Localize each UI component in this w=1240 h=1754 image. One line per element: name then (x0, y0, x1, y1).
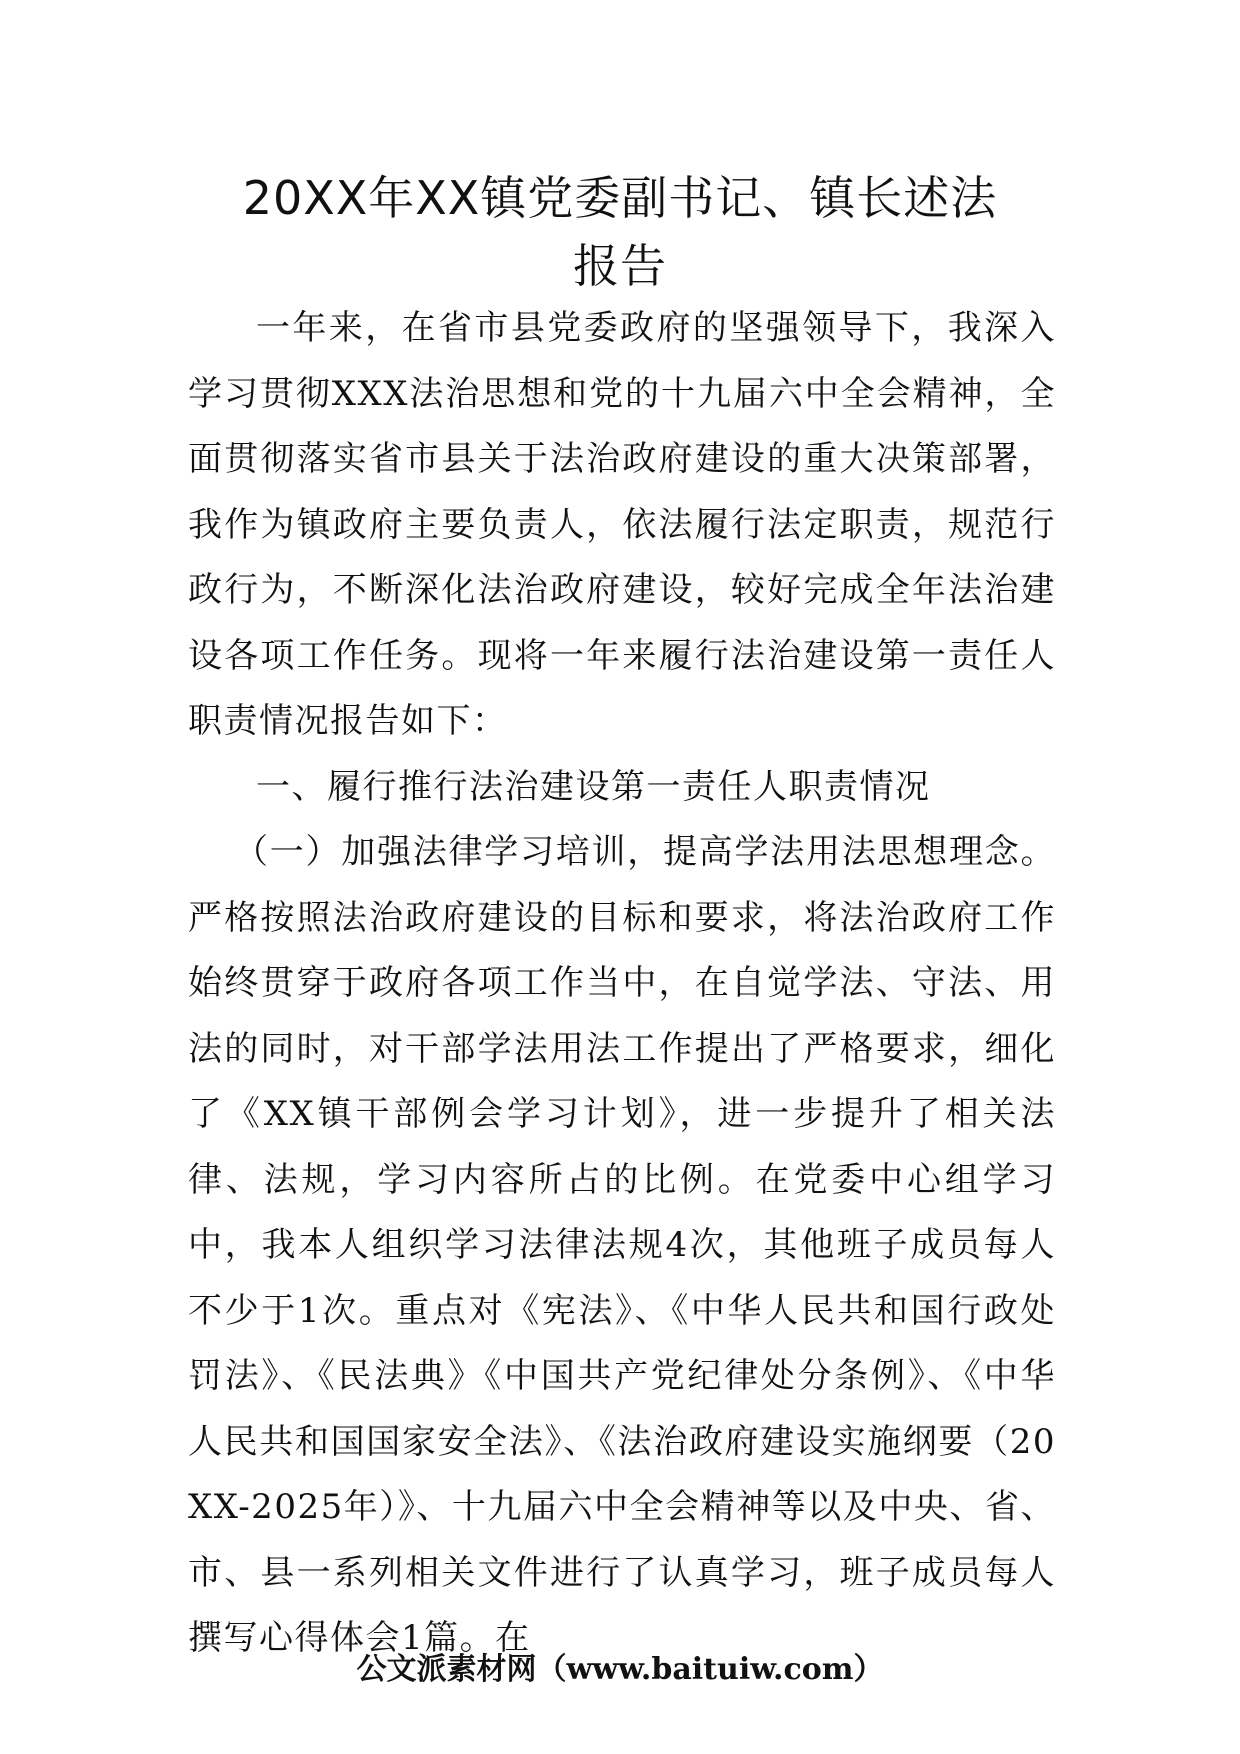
document-title-line-1: 20XX年XX镇党委副书记、镇长述法 (242, 171, 998, 225)
section-heading: 一、履行推行法治建设第一责任人职责情况 (256, 767, 931, 807)
section-paragraph: （一）加强法律学习培训，提高学法用法思想理念。严格按照法治政府建设的目标和要求，将法治政府工作始终贯穿于政府各项工作当中，在自觉学法、守法、用法的同时，对干部学法用法工作提出了严格要求，细化了《XX镇干部例会学习计划》，进一步提升了相关法律、法规，学习内容所占的比例。在党委中心组学习中，我本人组织学习法律法规4次，其他班子成员每人不少于1次。重点对《宪法》、《中华人民共和国行政处罚法》、《民法典》《中国共产党纪律处分条例》、《中华人民共和国国家安全法》、《法治政府建设实施纲要（20XX-2025年）》、十九届六中全会精神等以及中央、省、市、县一系列相关文件进行了认真学习，班子成员每人撰写心得体会1篇。在 (188, 832, 1056, 1658)
footer-watermark-text: 公文派素材网（www.baituiw.com） (356, 1652, 884, 1687)
document-title-line-2: 报告 (573, 239, 667, 293)
intro-paragraph: 一年来，在省市县党委政府的坚强领导下，我深入学习贯彻XXX法治思想和党的十九届六中全会精神，全面贯彻落实省市县关于法治政府建设的重大决策部署，我作为镇政府主要负责人，依法履行法定职责，规范行政行为，不断深化法治政府建设，较好完成全年法治建设各项工作任务。现将一年来履行法治建设第一责任人职责情况报告如下： (188, 308, 1056, 741)
